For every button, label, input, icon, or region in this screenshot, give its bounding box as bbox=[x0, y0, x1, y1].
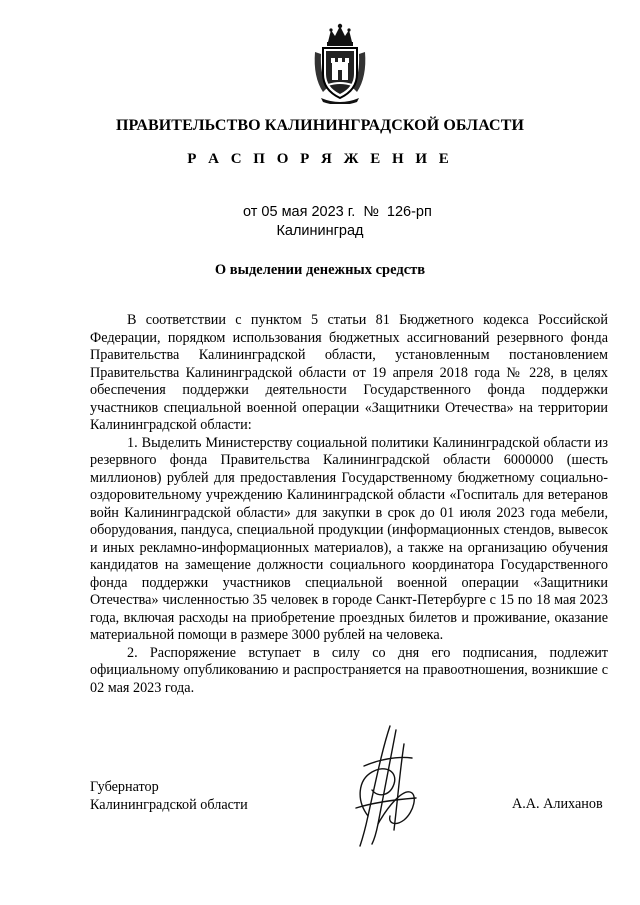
handwritten-signature bbox=[338, 720, 433, 850]
signatory-name: А.А. Алиханов bbox=[512, 796, 603, 812]
signatory-position-line-1: Губернатор bbox=[90, 779, 159, 795]
number-sign: № bbox=[363, 204, 379, 220]
clause-2-paragraph: 2. Распоряжение вступает в силу со дня его подписания, подлежит официальному опубликованию и распространяется на правоотношения, возникшие с 02 мая 2023 года. bbox=[90, 644, 608, 696]
coat-of-arms-icon bbox=[311, 22, 369, 104]
date-number-line bbox=[243, 204, 440, 220]
document-type: Р А С П О Р Я Ж Е Н И Е bbox=[187, 151, 453, 167]
signatory-position bbox=[90, 779, 248, 814]
city: Калининград bbox=[276, 223, 364, 239]
document-subject: О выделении денежных средств bbox=[214, 262, 426, 278]
document-number: 126-рп bbox=[386, 204, 432, 220]
preamble-paragraph: В соответствии с пунктом 5 статьи 81 Бюджетного кодекса Российской Федерации, порядком использования бюджетных ассигнований резервного фонда Правительства Калининградской области, установленным постановлением Правительства Калининградской области от 19 апреля 2018 года № 228, в целях обеспечения поддержки деятельности Государственного фонда поддержки участников специальной военной операции «Защитники Отечества» на территории Калининградской области: bbox=[90, 312, 608, 433]
clause-1-paragraph: 1. Выделить Министерству социальной политики Калининградской области из резервного фонда Правительства Калининградской области 6000000 (шесть миллионов) рублей для предоставления Государственному бюджетному социально-оздоровительному учреждению Калининградской области «Госпиталь для ветеранов войн Калининградской области» для закупки в срок до 01 июля 2023 года мебели, оборудования, пандуса, специальной продукции (информационных стендов, вывесок и иных рекламно-информационных материалов), а также на организацию обучения кандидатов на замещение должности социального координатора Государственного фонда поддержки участников специальной военной операции «Защитники Отечества» численностью 35 человек в городе Санкт-Петербурге с 15 по 18 мая 2023 года, включая расходы на приобретение проездных билетов и проживание, оказание материальной помощи в размере 3000 рублей на человека. bbox=[90, 434, 608, 643]
organization-title: ПРАВИТЕЛЬСТВО КАЛИНИНГРАДСКОЙ ОБЛАСТИ bbox=[115, 117, 525, 134]
document-body bbox=[90, 312, 608, 697]
document-date: от 05 мая 2023 г. bbox=[243, 204, 356, 220]
signatory-position-line-2: Калининградской области bbox=[90, 796, 248, 813]
